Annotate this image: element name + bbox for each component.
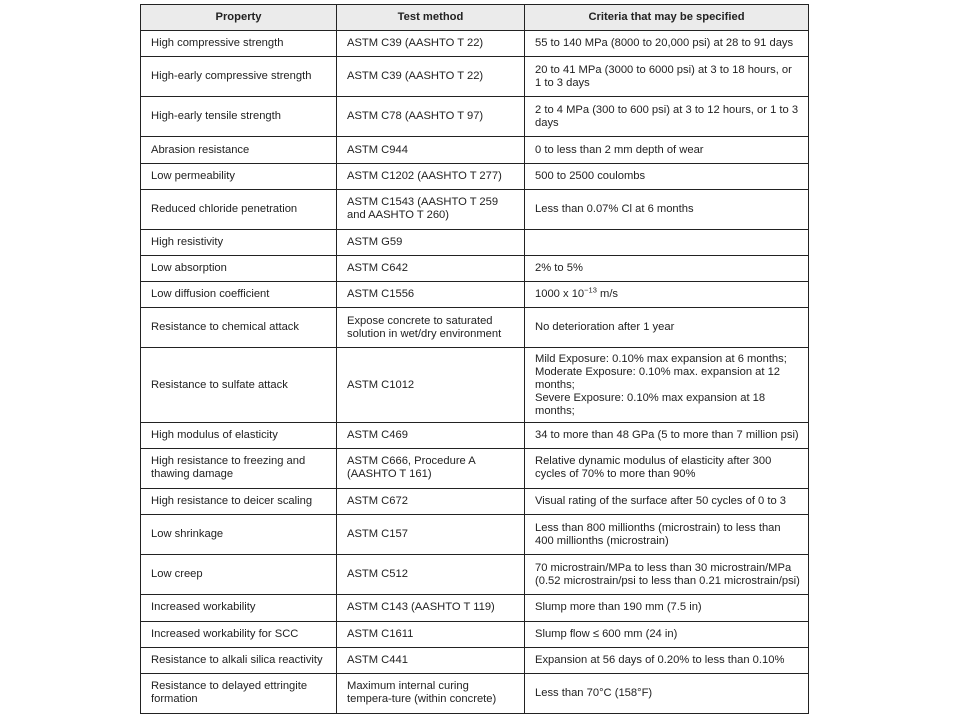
criteria-cell: Slump more than 190 mm (7.5 in) xyxy=(525,595,809,621)
criteria-cell: 55 to 140 MPa (8000 to 20,000 psi) at 28 to 91 days xyxy=(525,31,809,57)
property-cell: Resistance to chemical attack xyxy=(141,308,337,348)
table-row xyxy=(141,97,809,137)
method-cell: ASTM C143 (AASHTO T 119) xyxy=(337,595,525,621)
property-cell: High resistance to deicer scaling xyxy=(141,488,337,514)
method-cell: ASTM G59 xyxy=(337,229,525,255)
method-cell: ASTM C512 xyxy=(337,555,525,595)
property-cell: Low diffusion coefficient xyxy=(141,282,337,308)
method-cell: Expose concrete to saturated solution in wet/dry environment xyxy=(337,308,525,348)
method-cell: ASTM C469 xyxy=(337,422,525,448)
criteria-cell: Visual rating of the surface after 50 cycles of 0 to 3 xyxy=(525,488,809,514)
criteria-cell xyxy=(525,282,809,308)
method-cell: ASTM C1611 xyxy=(337,621,525,647)
criteria-cell: 70 microstrain/MPa to less than 30 microstrain/MPa (0.52 microstrain/psi to less than 0.21 microstrain/psi) xyxy=(525,555,809,595)
method-cell: ASTM C666, Procedure A (AASHTO T 161) xyxy=(337,448,525,488)
table-row xyxy=(141,189,809,229)
table-row xyxy=(141,488,809,514)
method-cell: ASTM C441 xyxy=(337,647,525,673)
table-row xyxy=(141,282,809,308)
table-row xyxy=(141,308,809,348)
property-cell: Increased workability for SCC xyxy=(141,621,337,647)
property-cell: Abrasion resistance xyxy=(141,137,337,163)
table-row xyxy=(141,647,809,673)
criteria-cell: Expansion at 56 days of 0.20% to less than 0.10% xyxy=(525,647,809,673)
property-cell: High modulus of elasticity xyxy=(141,422,337,448)
property-cell: Resistance to alkali silica reactivity xyxy=(141,647,337,673)
criteria-cell: 2 to 4 MPa (300 to 600 psi) at 3 to 12 hours, or 1 to 3 days xyxy=(525,97,809,137)
method-cell: ASTM C672 xyxy=(337,488,525,514)
criteria-cell: Less than 70°C (158°F) xyxy=(525,673,809,713)
criteria-exponent: −13 xyxy=(584,285,597,295)
property-cell: High compressive strength xyxy=(141,31,337,57)
criteria-cell: 2% to 5% xyxy=(525,255,809,281)
criteria-cell: Less than 0.07% Cl at 6 months xyxy=(525,189,809,229)
criteria-cell: 34 to more than 48 GPa (5 to more than 7 million psi) xyxy=(525,422,809,448)
criteria-base-text: 1000 x 10 xyxy=(535,288,585,301)
property-cell: High-early compressive strength xyxy=(141,57,337,97)
method-cell: ASTM C944 xyxy=(337,137,525,163)
header-row xyxy=(141,5,809,31)
criteria-cell: 20 to 41 MPa (3000 to 6000 psi) at 3 to 18 hours, or 1 to 3 days xyxy=(525,57,809,97)
criteria-cell: 500 to 2500 coulombs xyxy=(525,163,809,189)
property-cell: Increased workability xyxy=(141,595,337,621)
table-row xyxy=(141,448,809,488)
criteria-cell xyxy=(525,229,809,255)
table-row xyxy=(141,673,809,713)
method-cell: ASTM C39 (AASHTO T 22) xyxy=(337,31,525,57)
property-cell: High resistivity xyxy=(141,229,337,255)
property-cell: Low shrinkage xyxy=(141,515,337,555)
property-cell: High resistance to freezing and thawing damage xyxy=(141,448,337,488)
table-row xyxy=(141,137,809,163)
header-test-method: Test method xyxy=(337,5,525,31)
table-row xyxy=(141,255,809,281)
method-cell: ASTM C157 xyxy=(337,515,525,555)
property-cell: Low creep xyxy=(141,555,337,595)
property-cell: Reduced chloride penetration xyxy=(141,189,337,229)
table-row xyxy=(141,515,809,555)
table-row xyxy=(141,57,809,97)
table-row xyxy=(141,31,809,57)
header-property: Property xyxy=(141,5,337,31)
table-row xyxy=(141,348,809,422)
property-cell: Resistance to sulfate attack xyxy=(141,348,337,422)
method-cell: ASTM C1202 (AASHTO T 277) xyxy=(337,163,525,189)
criteria-line: Moderate Exposure: 0.10% max. expansion at 12 months; xyxy=(535,365,781,391)
table-row xyxy=(141,422,809,448)
table-row xyxy=(141,163,809,189)
method-cell: Maximum internal curing tempera-ture (within concrete) xyxy=(337,673,525,713)
method-cell: ASTM C1012 xyxy=(337,348,525,422)
criteria-line: Mild Exposure: 0.10% max expansion at 6 months; xyxy=(535,352,787,365)
method-cell: ASTM C642 xyxy=(337,255,525,281)
criteria-cell: Less than 800 millionths (microstrain) to less than 400 millionths (microstrain) xyxy=(525,515,809,555)
header-criteria: Criteria that may be specified xyxy=(525,5,809,31)
property-cell: Resistance to delayed ettringite formation xyxy=(141,673,337,713)
table-row xyxy=(141,621,809,647)
method-cell: ASTM C1543 (AASHTO T 259 and AASHTO T 260) xyxy=(337,189,525,229)
criteria-cell: No deterioration after 1 year xyxy=(525,308,809,348)
criteria-cell: 0 to less than 2 mm depth of wear xyxy=(525,137,809,163)
property-cell: Low permeability xyxy=(141,163,337,189)
criteria-cell: Slump flow ≤ 600 mm (24 in) xyxy=(525,621,809,647)
criteria-line: Severe Exposure: 0.10% max expansion at 18 months; xyxy=(535,391,766,417)
table-row xyxy=(141,229,809,255)
method-cell: ASTM C39 (AASHTO T 22) xyxy=(337,57,525,97)
criteria-cell: Relative dynamic modulus of elasticity after 300 cycles of 70% to more than 90% xyxy=(525,448,809,488)
table-row xyxy=(141,555,809,595)
property-cell: Low absorption xyxy=(141,255,337,281)
method-cell: ASTM C78 (AASHTO T 97) xyxy=(337,97,525,137)
criteria-unit-text: m/s xyxy=(596,288,619,301)
property-cell: High-early tensile strength xyxy=(141,97,337,137)
properties-table-container xyxy=(140,4,808,714)
table-row xyxy=(141,595,809,621)
properties-table xyxy=(140,4,809,714)
criteria-cell xyxy=(525,348,809,422)
method-cell: ASTM C1556 xyxy=(337,282,525,308)
